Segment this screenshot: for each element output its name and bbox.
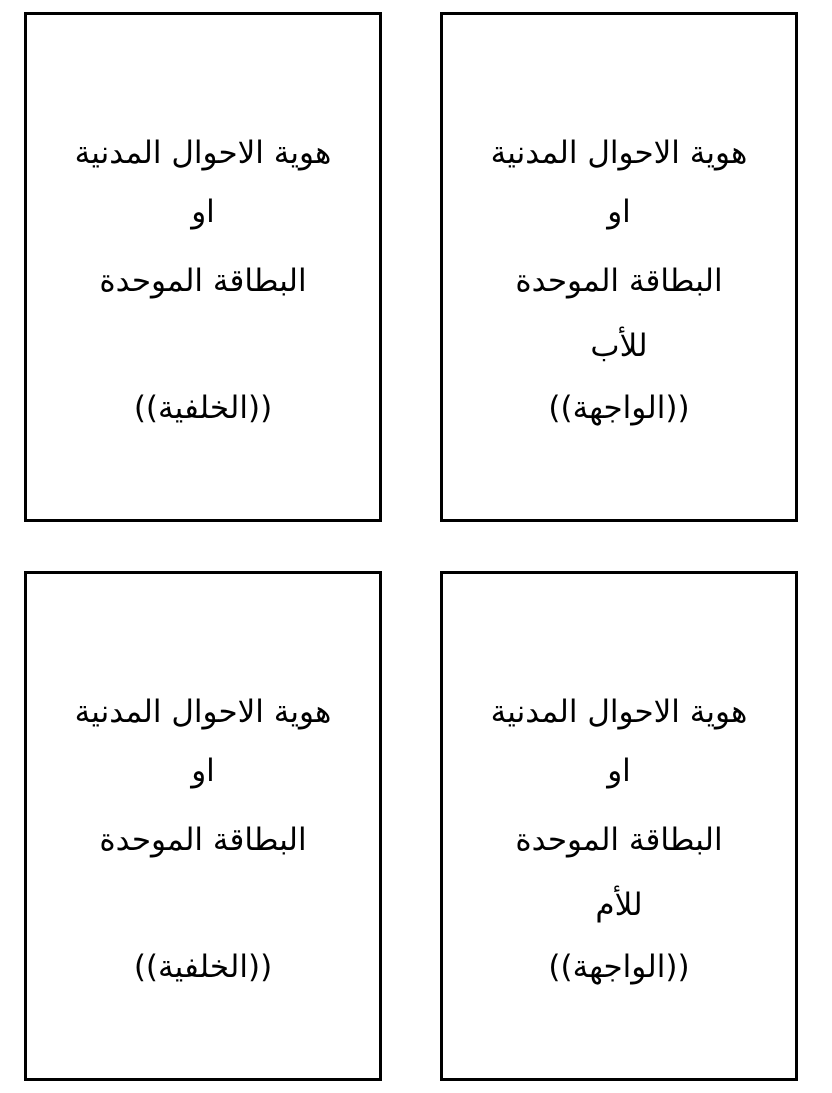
card-title: هوية الاحوال المدنية <box>490 694 748 730</box>
card-side: ((الخلفية)) <box>133 390 273 426</box>
mother-id-back-placeholder <box>24 571 382 1081</box>
card-or: او <box>607 194 631 230</box>
card-side: ((الواجهة)) <box>548 390 690 426</box>
mother-id-front-placeholder <box>440 571 798 1081</box>
card-or: او <box>191 194 215 230</box>
card-title: هوية الاحوال المدنية <box>490 135 748 171</box>
card-or: او <box>607 753 631 789</box>
card-subtitle: البطاقة الموحدة <box>99 263 307 299</box>
card-side: ((الخلفية)) <box>133 949 273 985</box>
father-id-front-placeholder <box>440 12 798 522</box>
card-side: ((الواجهة)) <box>548 949 690 985</box>
card-title: هوية الاحوال المدنية <box>74 694 332 730</box>
card-title: هوية الاحوال المدنية <box>74 135 332 171</box>
father-id-back-placeholder <box>24 12 382 522</box>
card-owner: للأم <box>595 887 643 923</box>
card-or: او <box>191 753 215 789</box>
card-subtitle: البطاقة الموحدة <box>515 822 723 858</box>
card-owner: للأب <box>590 328 648 364</box>
card-subtitle: البطاقة الموحدة <box>99 822 307 858</box>
card-subtitle: البطاقة الموحدة <box>515 263 723 299</box>
